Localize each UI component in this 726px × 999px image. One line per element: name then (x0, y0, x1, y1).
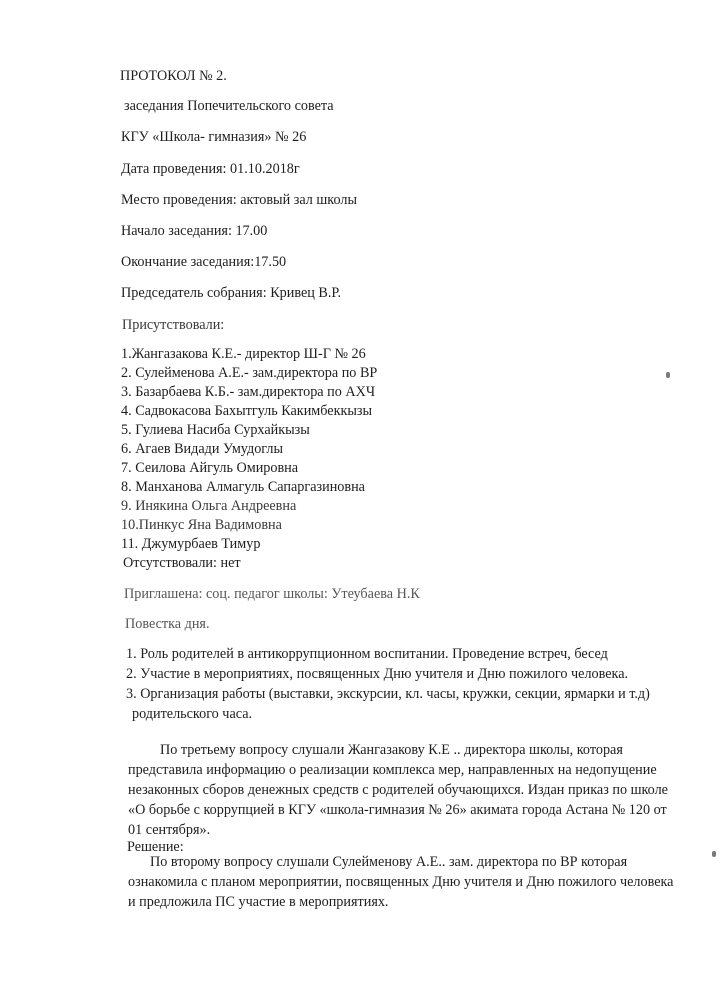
agenda-item: 2. Участие в мероприятиях, посвященных Дню учителя и Дню пожилого человека. (126, 666, 629, 682)
meeting-chair: Председатель собрания: Кривец В.Р. (121, 285, 342, 301)
attendee-item: 1.Жангазакова К.Е.- директор Ш-Г № 26 (121, 346, 366, 362)
agenda-label: Повестка дня. (125, 616, 210, 632)
meeting-start: Начало заседания: 17.00 (121, 223, 268, 239)
attendee-item: 3. Базарбаева К.Б.- зам.директора по АХЧ (121, 384, 376, 400)
meeting-place: Место проведения: актовый зал школы (121, 192, 357, 208)
agenda-item: 1. Роль родителей в антикоррупционном воспитании. Проведение встреч, бесед (126, 646, 608, 662)
paragraph-line: и предложила ПС участие в мероприятиях. (128, 894, 389, 910)
attendee-item: 6. Агаев Видади Умудоглы (121, 441, 284, 457)
paragraph-line: представила информацию о реализации комплекса мер, направленных на недопущение (128, 762, 657, 778)
meeting-subtitle: заседания Попечительского совета (124, 98, 334, 114)
attendee-item: 7. Сеилова Айгуль Омировна (121, 460, 299, 476)
organization-name: КГУ «Школа- гимназия» № 26 (121, 129, 307, 145)
attendee-item: 4. Садвокасова Бахытгуль Какимбеккызы (121, 403, 373, 419)
attendee-item: 5. Гулиева Насиба Сурхайкызы (121, 422, 310, 438)
paragraph-line: 01 сентября». (128, 822, 211, 838)
paragraph-line: ознакомила с планом мероприятии, посвященных Дню учителя и Дню пожилого человека (128, 874, 674, 890)
paragraph-line: По третьему вопросу слушали Жангазакову К.Е .. директора школы, которая (160, 742, 623, 758)
paragraph-line: По второму вопросу слушали Сулейменову А.Е.. зам. директора по ВР которая (150, 854, 628, 870)
paragraph-line: «О борьбе с коррупцией в КГУ «школа-гимназия № 26» акимата города Астана № 120 от (128, 802, 667, 818)
scan-speck (666, 372, 670, 378)
attendee-item: 10.Пинкус Яна Вадимовна (121, 517, 282, 533)
meeting-date: Дата проведения: 01.10.2018г (121, 161, 300, 177)
invited-line: Приглашена: соц. педагог школы: Утеубаева Н.К (124, 586, 420, 602)
attendee-item: 8. Манханова Алмагуль Сапаргазиновна (121, 479, 365, 495)
decision-label: Решение: (127, 839, 184, 855)
agenda-item: родительского часа. (132, 706, 253, 722)
attendee-item: 9. Инякина Ольга Андреевна (121, 498, 297, 514)
scan-speck (712, 851, 716, 857)
present-label: Присутствовали: (122, 317, 225, 333)
paragraph-line: незаконных сборов денежных средств с родителей обучающихся. Издан приказ по школе (128, 782, 668, 798)
attendee-item: 11. Джумурбаев Тимур (121, 536, 261, 552)
attendee-item: 2. Сулейменова А.Е.- зам.директора по ВР (121, 365, 378, 381)
absent-line: Отсутствовали: нет (123, 555, 241, 571)
protocol-title: ПРОТОКОЛ № 2. (120, 68, 227, 84)
agenda-item: 3. Организация работы (выставки, экскурсии, кл. часы, кружки, секции, ярмарки и т.д) (126, 686, 650, 702)
meeting-end: Окончание заседания:17.50 (121, 254, 287, 270)
